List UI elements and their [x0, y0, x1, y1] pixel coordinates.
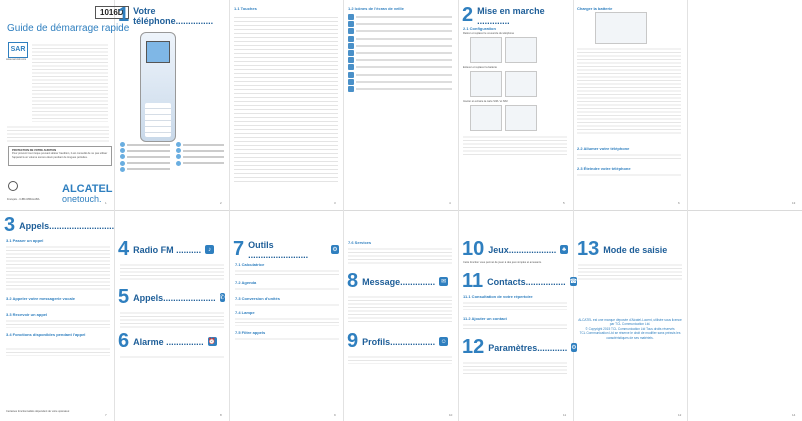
sar-logo: SAR	[8, 42, 28, 58]
section-5-header	[118, 286, 224, 309]
section-1-header	[118, 4, 222, 27]
section-title: Mode de saisie	[603, 244, 668, 255]
section-number: 13	[577, 238, 600, 260]
jeux-text: Cette fonction vous permet de jouer à des jeux simples et amusants.	[463, 261, 542, 264]
page-number: 14	[792, 413, 796, 417]
consult-text	[463, 300, 567, 310]
services-text	[348, 246, 452, 266]
tools-icon: ⚙	[332, 247, 338, 253]
page-footnote: Certaines fonctionnalités dépendent de votre opérateur.	[6, 410, 70, 413]
alarm-icon	[348, 50, 354, 56]
ic-mark-icon	[8, 181, 18, 191]
note-text: Pour prévenir tout risque pouvant altérer l'audition, il est conseillé de ne pas utiliser l'appareil à un volume sonore élevé pendant de longues périodes.	[12, 152, 108, 159]
appels-text	[120, 310, 224, 328]
column-divider	[687, 0, 688, 421]
section-title: Appels.....................	[133, 292, 216, 303]
section-title: Mise en marche .............	[477, 5, 545, 26]
page-number: 9	[334, 413, 336, 417]
legal-block	[578, 318, 682, 340]
section-7-header	[233, 238, 339, 261]
subhead-ajout: 11.2 Ajouter un contact	[463, 316, 507, 321]
section-title: Outils ........................	[248, 239, 309, 260]
subhead-agenda: 7.2 Agenda	[235, 280, 257, 285]
section-title: Alarme ...............	[133, 336, 204, 347]
sim-image-2	[505, 105, 537, 131]
body-paragraph	[7, 124, 109, 142]
alarm-clock-icon: ⏰	[208, 339, 216, 345]
note-title: PROTECTION DE VOTRE AUDITION	[12, 149, 57, 152]
page-number: 1	[105, 201, 107, 205]
legal-tcl: TCL Communication Ltd se réserve le droit de modifier sans préavis les caractéristiques de ses matériels.	[579, 331, 681, 340]
vibrate-icon	[348, 28, 354, 34]
envelope-icon: ✉	[441, 279, 447, 285]
headset-icon	[348, 64, 354, 70]
column-divider	[571, 0, 577, 421]
subhead-filtre: 7.5 Filtre appels	[235, 330, 266, 335]
lampe-text	[235, 316, 339, 326]
legal-alcatel: ALCATEL est une marque déposée d'Alcatel-Lucent, utilisée sous licence par TCL Communication Ltd.	[578, 318, 682, 327]
subhead-lampe: 7.4 Lampe	[235, 310, 255, 315]
section-number: 7	[233, 238, 245, 260]
section-2-header	[462, 4, 568, 27]
messagerie-text	[6, 302, 110, 308]
fonctions-text	[6, 346, 110, 356]
charger-image	[595, 12, 647, 44]
signal-icon	[348, 57, 354, 63]
parametres-text	[463, 360, 567, 374]
sms-icon	[348, 72, 354, 78]
filtre-text	[235, 336, 339, 342]
column-divider	[458, 0, 459, 421]
bullet-icon	[176, 154, 181, 159]
recevoir-text	[6, 318, 110, 328]
page-number: 2	[220, 201, 222, 205]
subhead-fonctions: 3.4 Fonctions disponibles pendant l'appel	[6, 332, 86, 337]
section-13-header	[577, 238, 683, 261]
cover-image-2	[505, 37, 537, 63]
conv-text	[235, 302, 339, 306]
profils-text	[348, 354, 452, 364]
section-number: 8	[347, 270, 359, 292]
passer-text	[6, 244, 110, 292]
keys-list	[234, 14, 338, 184]
battery-image-1	[470, 71, 502, 97]
subhead-recevoir: 3.3 Recevoir un appel	[6, 312, 48, 317]
subhead-conv: 7.3 Conversion d'unités	[235, 296, 280, 301]
message-icon	[348, 79, 354, 85]
section-number: 3	[4, 214, 16, 236]
footer-language: Français - CJB1C8MALABA	[7, 198, 40, 201]
section-number: 10	[462, 238, 485, 260]
subhead-config: 2.1 Configuration	[463, 26, 496, 31]
bluetooth-icon	[348, 21, 354, 27]
section-10-header	[462, 238, 568, 261]
battery-image-2	[505, 71, 537, 97]
alarme-text	[120, 354, 224, 360]
battery-icon	[348, 14, 354, 20]
subhead-charge: Charger la batterie	[577, 6, 613, 11]
section-title: Votre téléphone...............	[133, 5, 214, 26]
page-number: 4	[449, 201, 451, 205]
section-number: 5	[118, 286, 130, 308]
model-number: 1016D	[95, 6, 129, 19]
phone-icon: ✆	[219, 295, 225, 301]
section-title: Profils..................	[362, 336, 436, 347]
saisie-text	[578, 262, 682, 282]
page-number: 10	[449, 413, 453, 417]
section-number: 2	[462, 4, 474, 26]
section-9-header	[347, 330, 453, 353]
bullet-icon	[176, 161, 181, 166]
column-divider	[114, 0, 115, 421]
section-title: Jeux...................	[488, 244, 557, 255]
column-divider	[229, 0, 230, 421]
section-number: 12	[462, 336, 485, 358]
sim-instructions	[463, 134, 567, 156]
page-number: 7	[105, 413, 107, 417]
legal-copyright: © Copyright 2015 TCL Communication Ltd Tous droits réservés	[585, 326, 675, 331]
contacts-icon: ☎	[569, 279, 578, 285]
cover-image-1	[470, 37, 502, 63]
fold-line	[0, 210, 802, 211]
page-number: 5	[563, 201, 565, 205]
settings-icon: ⚙	[571, 345, 577, 351]
callout-list-right	[176, 142, 224, 180]
subhead-consult: 11.1 Consultation de votre répertoire	[463, 294, 533, 299]
section-number: 4	[118, 238, 130, 260]
subhead-eteindre: 2.3 Éteindre votre téléphone	[577, 166, 631, 171]
bullet-icon	[120, 154, 125, 159]
radio-text	[120, 262, 224, 282]
phone-screen	[146, 41, 170, 63]
phone-keypad	[145, 103, 171, 137]
hearing-protection-box	[8, 146, 112, 166]
section-title: Paramètres............	[488, 342, 568, 353]
section-number: 1	[118, 4, 130, 26]
games-icon: ♣	[562, 246, 567, 253]
section-3-header	[4, 214, 115, 237]
radio-icon: ♪	[205, 245, 214, 254]
brand-alcatel: ALCATEL	[62, 183, 113, 195]
bullet-icon	[176, 148, 181, 153]
section-title: Appels..........................	[19, 220, 115, 231]
column-divider	[343, 0, 344, 421]
message-text	[348, 294, 452, 324]
subhead-icones: 1.2 Icônes de l'écran de veille	[348, 6, 404, 11]
subhead-calc: 7.1 Calculatrice	[235, 262, 265, 267]
intro-paragraph	[32, 42, 108, 122]
page-number: 11	[563, 413, 567, 417]
sar-url: www.sar-tick.com	[6, 58, 27, 61]
subhead-allumer: 2.2 Allumer votre téléphone	[577, 146, 630, 151]
section-4-header	[118, 238, 224, 261]
eteindre-text	[577, 172, 681, 178]
section-number: 11	[462, 270, 484, 292]
missed-call-icon	[348, 43, 354, 49]
profile-icon: ☺	[440, 338, 447, 345]
sim-image-1	[470, 105, 502, 131]
bullet-icon	[120, 142, 125, 147]
guide-title: Guide de démarrage rapide	[7, 23, 130, 34]
agenda-text	[235, 286, 339, 292]
icons-list	[348, 14, 452, 93]
bullet-icon	[120, 167, 125, 172]
charge-text	[577, 46, 681, 134]
label-couvercle: Retirer et replacer le couvercle du téléphone	[463, 32, 515, 35]
bullet-icon	[120, 148, 125, 153]
callout-list-left	[120, 142, 170, 180]
section-6-header	[118, 330, 224, 353]
silent-icon	[348, 36, 354, 42]
section-number: 9	[347, 330, 359, 352]
section-title: Message..............	[362, 276, 436, 287]
section-11-header	[462, 270, 578, 293]
section-number: 6	[118, 330, 130, 352]
page-number: 13	[792, 201, 796, 205]
allumer-text	[577, 152, 681, 160]
subhead-services: 7.6 Services	[348, 240, 372, 245]
brand-onetouch: onetouch.	[62, 194, 102, 204]
section-title: Contacts................	[487, 276, 566, 287]
section-12-header	[462, 336, 577, 359]
page-number: 12	[678, 413, 682, 417]
page-number: 6	[678, 201, 680, 205]
calc-text	[235, 268, 339, 276]
page-number: 3	[334, 201, 336, 205]
subhead-messagerie: 3.2 Appeler votre messagerie vocale	[6, 296, 75, 301]
bullet-icon	[176, 142, 181, 147]
label-batterie: Enlever et replacer la batterie	[463, 66, 497, 69]
bullet-icon	[120, 161, 125, 166]
transfer-icon	[348, 86, 354, 92]
section-8-header	[347, 270, 453, 293]
label-sim: Insérer et extraire la carte SIM / et SIM	[463, 100, 508, 103]
page-number: 8	[220, 413, 222, 417]
section-title: Radio FM ..........	[133, 244, 202, 255]
phone-illustration	[140, 32, 176, 142]
ajout-text	[463, 322, 567, 330]
subhead-passer: 3.1 Passer un appel	[6, 238, 44, 243]
subhead-touches: 1.1 Touches	[234, 6, 257, 11]
